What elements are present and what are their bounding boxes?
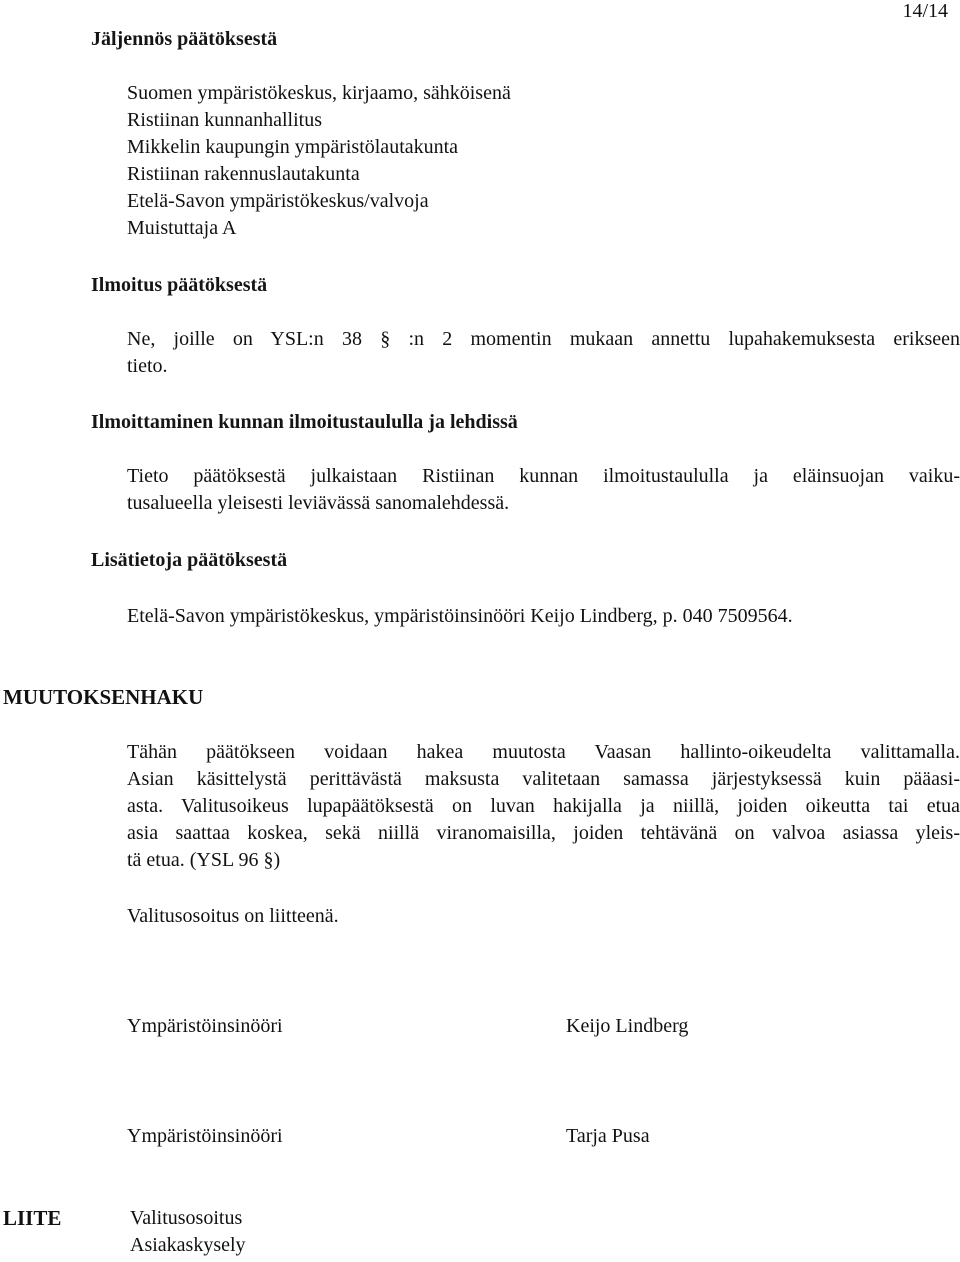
announcement-heading: Ilmoittaminen kunnan ilmoitustaululla ja lehdissä [91, 411, 518, 433]
recipient-item: Mikkelin kaupungin ympäristölautakunta [127, 136, 459, 158]
attachment-item: Asiakaskysely [130, 1234, 246, 1256]
signature-name: Keijo Lindberg [566, 1015, 689, 1037]
info-text: Etelä-Savon ympäristökeskus, ympäristöinsinööri Keijo Lindberg, p. 040 7509564. [127, 605, 793, 627]
recipient-item: Etelä-Savon ympäristökeskus/valvoja [127, 190, 429, 212]
page-number: 14/14 [902, 0, 948, 22]
recipient-item: Ristiinan kunnanhallitus [127, 109, 322, 131]
appeal-heading: MUUTOKSENHAKU [3, 685, 204, 709]
appeal-line: Tähän päätökseen voidaan hakea muutosta Vaasan hallinto-oikeudelta valittamalla. [127, 741, 960, 763]
info-heading: Lisätietoja päätöksestä [91, 549, 288, 571]
signature-name: Tarja Pusa [566, 1125, 650, 1147]
appeal-line: asta. Valitusoikeus lupapäätöksestä on luvan hakijalla ja niillä, joiden oikeutta tai etua [127, 795, 960, 817]
notice-line: tieto. [127, 355, 168, 377]
notice-body [127, 326, 960, 380]
recipient-list [127, 80, 511, 242]
attachment-label: LIITE [3, 1206, 62, 1230]
appeal-note: Valitusosoitus on liitteenä. [127, 905, 339, 927]
announcement-line: Tieto päätöksestä julkaistaan Ristiinan kunnan ilmoitustaululla ja eläinsuojan vaiku- [127, 465, 960, 487]
attachment-list [130, 1205, 246, 1259]
notice-line: Ne, joille on YSL:n 38 § :n 2 momentin mukaan annettu lupahakemuksesta erikseen [127, 328, 960, 350]
signature-title: Ympäristöinsinööri [127, 1015, 283, 1037]
appeal-body [127, 739, 960, 874]
appeal-line: asia saattaa koskea, sekä niillä viranomaisilla, joiden tehtävänä on valvoa asiassa yleis- [127, 822, 960, 844]
appeal-line: tä etua. (YSL 96 §) [127, 849, 281, 871]
recipient-item: Ristiinan rakennuslautakunta [127, 163, 360, 185]
recipient-item: Suomen ympäristökeskus, kirjaamo, sähköisenä [127, 82, 511, 104]
notice-heading: Ilmoitus päätöksestä [91, 274, 268, 296]
attachment-item: Valitusosoitus [130, 1207, 243, 1229]
announcement-line: tusalueella yleisesti leviävässä sanomalehdessä. [127, 492, 510, 514]
recipient-item: Muistuttaja A [127, 217, 237, 239]
copy-heading: Jäljennös päätöksestä [91, 28, 278, 50]
signature-title: Ympäristöinsinööri [127, 1125, 283, 1147]
appeal-line: Asian käsittelystä perittävästä maksusta valitetaan samassa järjestyksessä kuin pääasi- [127, 768, 960, 790]
announcement-body [127, 463, 960, 517]
